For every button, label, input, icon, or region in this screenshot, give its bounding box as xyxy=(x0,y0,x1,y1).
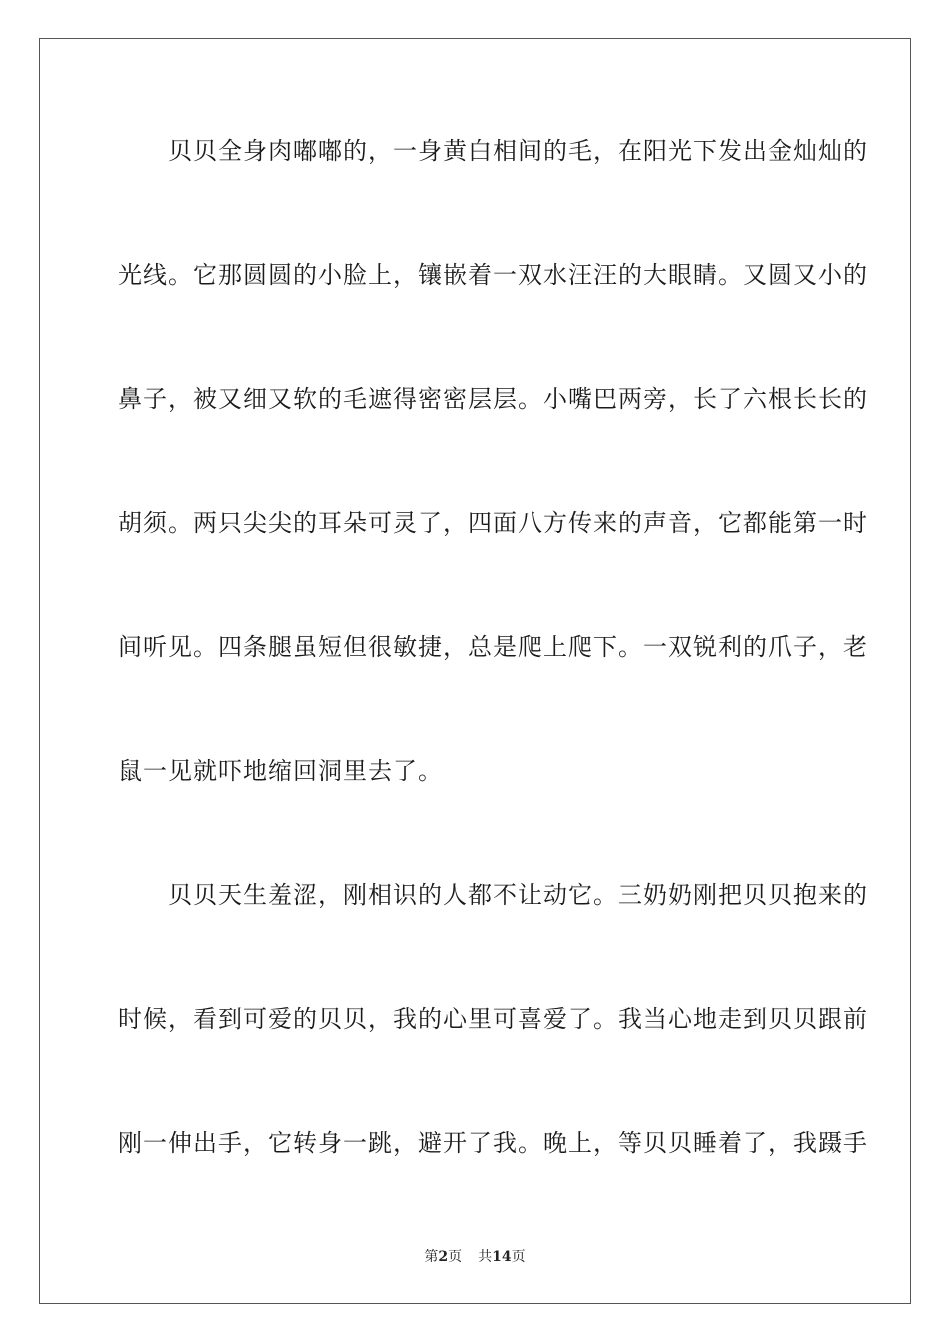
paragraph-1-line-3: 鼻子，被又细又软的毛遮得密密层层。小嘴巴两旁，长了六根长长的 xyxy=(118,385,868,413)
total-page-count: 14 xyxy=(492,1249,512,1265)
paragraph-2-line-3: 刚一伸出手，它转身一跳，避开了我。晚上，等贝贝睡着了，我蹑手 xyxy=(118,1129,868,1157)
paragraph-1-line-5: 间听见。四条腿虽短但很敏捷，总是爬上爬下。一双锐利的爪子，老 xyxy=(118,633,868,661)
paragraph-2-line-1: 贝贝天生羞涩，刚相识的人都不让动它。三奶奶刚把贝贝抱来的 xyxy=(118,881,868,909)
total-label-prefix: 共 xyxy=(478,1249,493,1265)
paragraph-1-line-4: 胡须。两只尖尖的耳朵可灵了，四面八方传来的声音，它都能第一时 xyxy=(118,509,868,537)
paragraph-1-line-1: 贝贝全身肉嘟嘟的，一身黄白相间的毛，在阳光下发出金灿灿的 xyxy=(118,137,868,165)
paragraph-1-line-2: 光线。它那圆圆的小脸上，镶嵌着一双水汪汪的大眼睛。又圆又小的 xyxy=(118,261,868,289)
page-label-suffix: 页 xyxy=(448,1249,463,1265)
current-page-number: 2 xyxy=(438,1249,449,1265)
page-footer xyxy=(0,1248,950,1266)
paragraph-1-line-6: 鼠一见就吓地缩回洞里去了。 xyxy=(118,757,443,785)
paragraph-2-line-2: 时候，看到可爱的贝贝，我的心里可喜爱了。我当心地走到贝贝跟前 xyxy=(118,1005,868,1033)
page-label-prefix: 第 xyxy=(424,1249,439,1265)
total-label-suffix: 页 xyxy=(511,1249,526,1265)
page-border xyxy=(39,38,911,1304)
